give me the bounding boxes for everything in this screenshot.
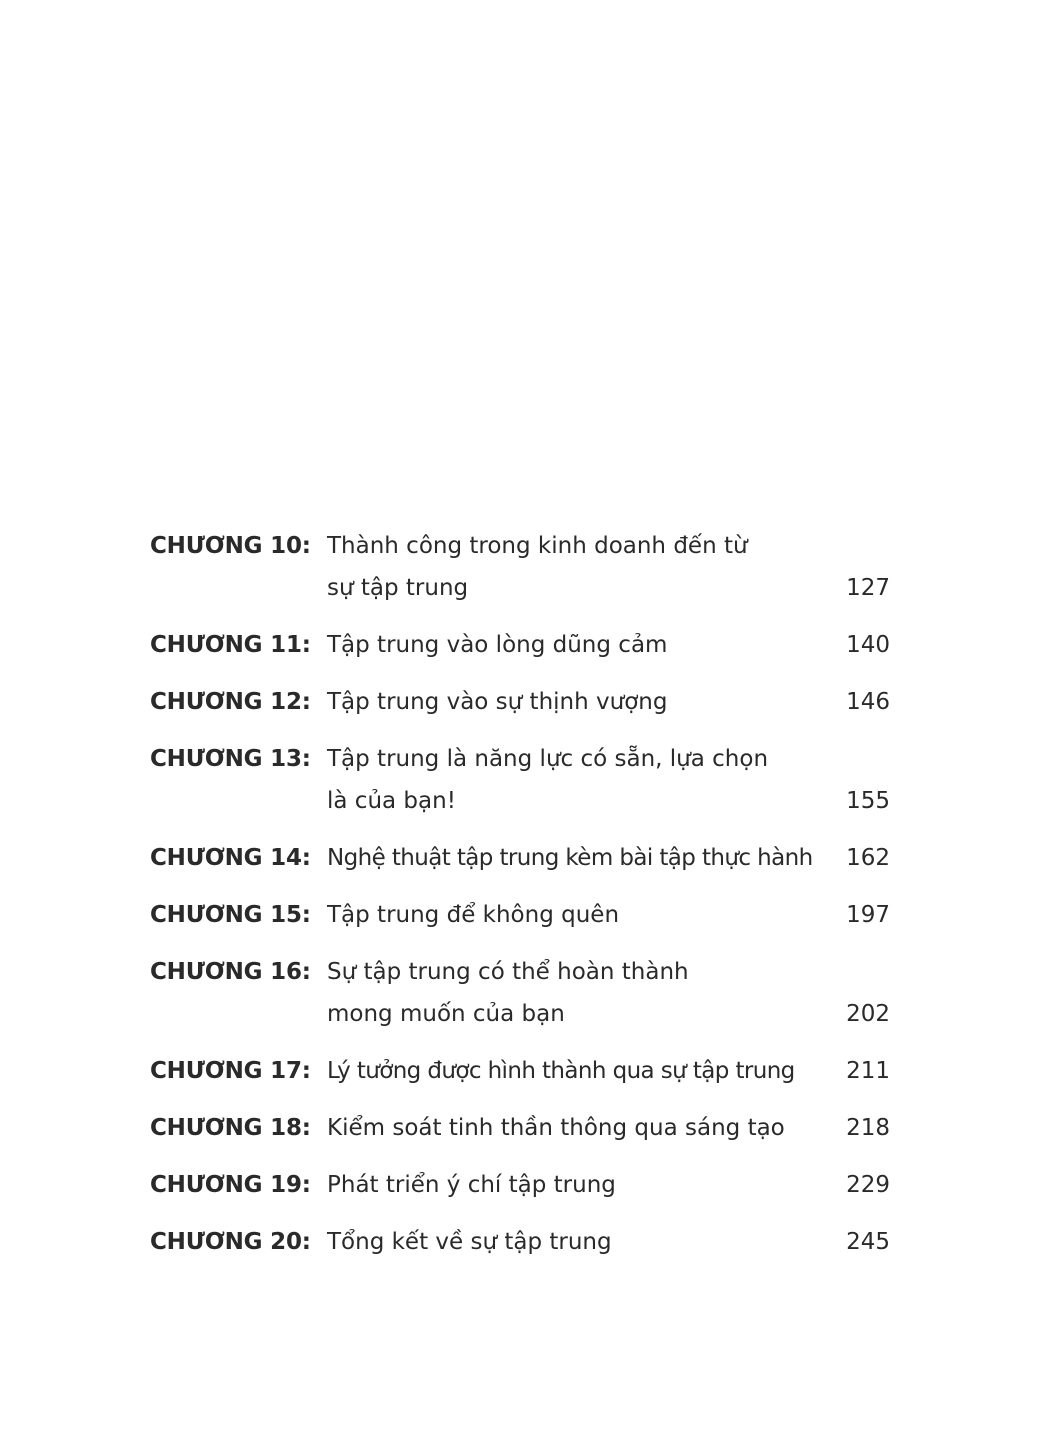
toc-entry [150,894,890,936]
chapter-title-line: Phát triển ý chí tập trung [327,1172,616,1198]
chapter-title-line: là của bạn! [327,788,456,814]
chapter-title [327,1107,830,1149]
chapter-title-line: Nghệ thuật tập trung kèm bài tập thực hành [327,845,813,871]
page-number: 146 [846,689,890,715]
page-number: 197 [846,902,890,928]
chapter-label: CHƯƠNG 17: [150,1058,311,1084]
chapter-label: CHƯƠNG 13: [150,746,311,772]
toc-entry [150,624,890,666]
chapter-title [327,525,830,609]
chapter-title-line: Tập trung là năng lực có sẵn, lựa chọn [327,746,769,772]
chapter-label: CHƯƠNG 20: [150,1229,311,1255]
chapter-title [327,837,830,879]
toc-entry [150,1221,890,1263]
page-number: 140 [846,632,890,658]
page-number: 211 [846,1058,890,1084]
chapter-title-line: Tập trung vào lòng dũng cảm [327,632,668,658]
chapter-label: CHƯƠNG 15: [150,902,311,928]
chapter-title-line: Kiểm soát tinh thần thông qua sáng tạo [327,1115,785,1141]
chapter-title-line: Thành công trong kinh doanh đến từ [327,533,748,559]
chapter-label: CHƯƠNG 16: [150,959,311,985]
chapter-label: CHƯƠNG 19: [150,1172,311,1198]
chapter-title-line: Tập trung để không quên [327,902,620,928]
chapter-title [327,1050,830,1092]
table-of-contents [150,525,890,1278]
page-number: 202 [846,1001,890,1027]
chapter-label: CHƯƠNG 12: [150,689,311,715]
page-number: 229 [846,1172,890,1198]
toc-entry [150,837,890,879]
page-number: 245 [846,1229,890,1255]
page-number: 127 [846,575,890,601]
toc-entry [150,1050,890,1092]
chapter-title [327,624,830,666]
toc-entry [150,738,890,822]
toc-entry [150,681,890,723]
chapter-title-line: mong muốn của bạn [327,1001,565,1027]
page-number: 162 [846,845,890,871]
chapter-title [327,681,830,723]
chapter-title-line: Lý tưởng được hình thành qua sự tập trung [327,1058,795,1084]
chapter-label: CHƯƠNG 10: [150,533,311,559]
page-number: 155 [846,788,890,814]
chapter-title [327,1221,830,1263]
page-number: 218 [846,1115,890,1141]
chapter-label: CHƯƠNG 11: [150,632,311,658]
chapter-title [327,951,830,1035]
toc-entry [150,1107,890,1149]
chapter-title-line: sự tập trung [327,575,469,601]
chapter-title-line: Tổng kết về sự tập trung [327,1229,612,1255]
chapter-title-line: Sự tập trung có thể hoàn thành [327,959,689,985]
chapter-label: CHƯƠNG 14: [150,845,311,871]
chapter-title [327,894,830,936]
chapter-title [327,738,830,822]
toc-entry [150,525,890,609]
chapter-title-line: Tập trung vào sự thịnh vượng [327,689,668,715]
toc-entry [150,1164,890,1206]
chapter-label: CHƯƠNG 18: [150,1115,311,1141]
toc-entry [150,951,890,1035]
chapter-title [327,1164,830,1206]
